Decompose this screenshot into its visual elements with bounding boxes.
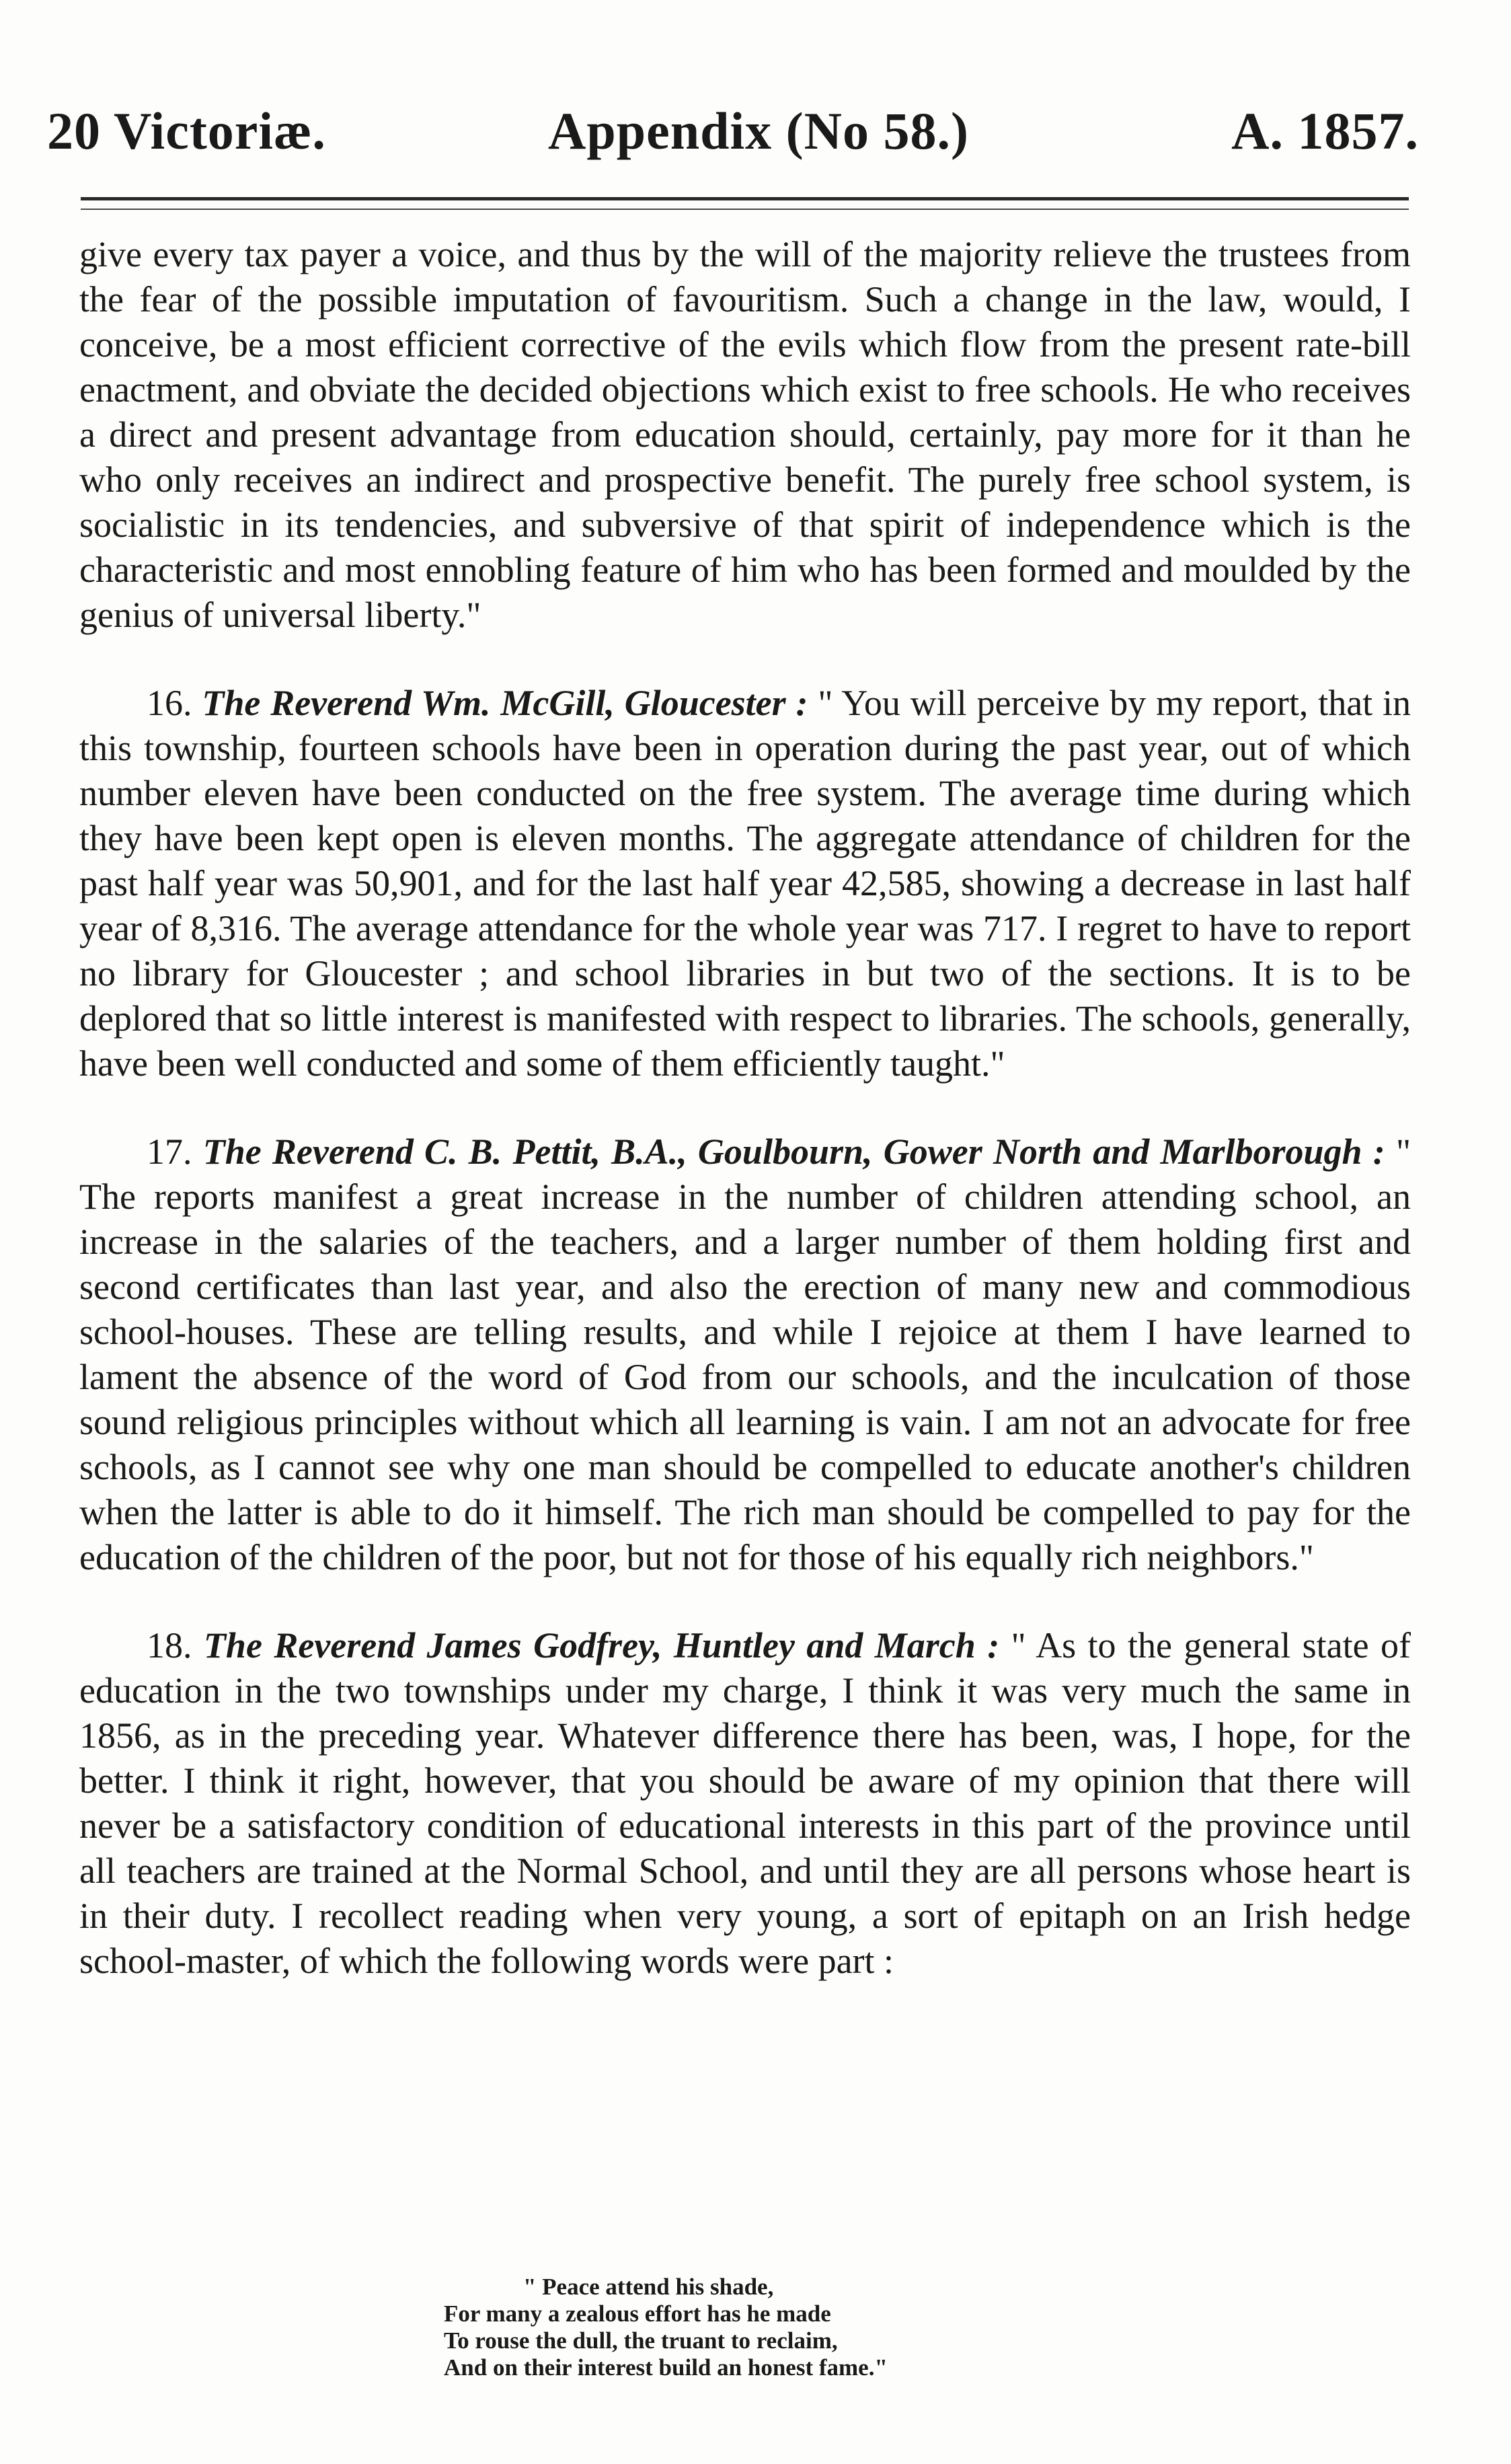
header-year: A. 1857. [1231, 102, 1419, 160]
epitaph-verse [444, 2274, 1049, 2381]
body-text [79, 232, 1411, 1984]
section-number: 16. [147, 683, 192, 723]
intro-paragraph: give every tax payer a voice, and thus by the will of the majority relieve the trustees from the fear of the possible imputation of favouritism. Such a change in the law, would, I conceive, be a most efficient corrective of the evils which flow from the present rate-bill enactment, and obviate the decided objections which exist to free schools. He who receives a direct and present advantage from education should, certainly, pay more for it than he who only receives an indirect and prospective benefit. The purely free school system, is socialistic in its tendencies, and subversive of that spirit of independence which is the characteristic and most ennobling feature of him who has been formed and moulded by the genius of universal liberty." [79, 234, 1411, 635]
verse-line: " Peace attend his shade, [523, 2274, 774, 2300]
section-18 [79, 1623, 1411, 1984]
spacer [79, 1580, 1411, 1623]
reporter-name: The Reverend Wm. McGill, Gloucester : [202, 683, 808, 723]
header-rule [81, 197, 1409, 210]
section-number: 18. [147, 1625, 192, 1666]
section-text: " As to the general state of education in the two townships under my charge, I think it was very much the same in 1856, as in the preceding year. Whatever difference there has been, was, I hope, for the better. I think it right, however, that you should be aware of my opinion that there will never be a satisfactory condition of educational interests in this part of the province until all teachers are trained at the Normal School, and until they are all persons whose heart is in their duty. I recollect reading when very young, a sort of epitaph on an Irish hedge school-master, of which the following words were part : [79, 1625, 1411, 1981]
section-17 [79, 1129, 1411, 1580]
header-session: 20 Victoriæ. [47, 102, 326, 160]
section-16 [79, 681, 1411, 1086]
spacer [79, 638, 1411, 681]
section-number: 17. [147, 1131, 192, 1172]
verse-line: To rouse the dull, the truant to reclaim, [444, 2327, 838, 2354]
page-header [47, 101, 1419, 161]
verse-line: And on their interest build an honest fame." [444, 2354, 888, 2381]
reporter-name: The Reverend C. B. Pettit, B.A., Goulbourn, Gower North and Marlborough : [202, 1131, 1385, 1172]
spacer [79, 1086, 1411, 1129]
header-appendix: Appendix (No 58.) [548, 102, 969, 160]
verse-line: For many a zealous effort has he made [444, 2301, 831, 2327]
section-text: " The reports manifest a great increase in the number of children attending school, an increase in the salaries of the teachers, and a larger number of them holding first and second certificates than last year, and also the erection of many new and commodious school-houses. These are telling results, and while I rejoice at them I have learned to lament the absence of the word of God from our schools, and the inculcation of those sound religious principles without which all learning is vain. I am not an advocate for free schools, as I cannot see why one man should be compelled to educate another's children when the latter is able to do it himself. The rich man should be compelled to pay for the education of the children of the poor, but not for those of his equally rich neighbors." [79, 1131, 1411, 1577]
section-text: " You will perceive by my report, that in this township, fourteen schools have been in operation during the past year, out of which number eleven have been conducted on the free system. The average time during which they have been kept open is eleven months. The aggregate attendance of children for the past half year was 50,901, and for the last half year 42,585, showing a decrease in last half year of 8,316. The average attendance for the whole year was 717. I regret to have to report no library for Gloucester ; and school libraries in but two of the sections. It is to be deplored that so little interest is manifested with respect to libraries. The schools, generally, have been well conducted and some of them efficiently taught." [79, 683, 1411, 1084]
reporter-name: The Reverend James Godfrey, Huntley and March : [203, 1625, 1000, 1666]
